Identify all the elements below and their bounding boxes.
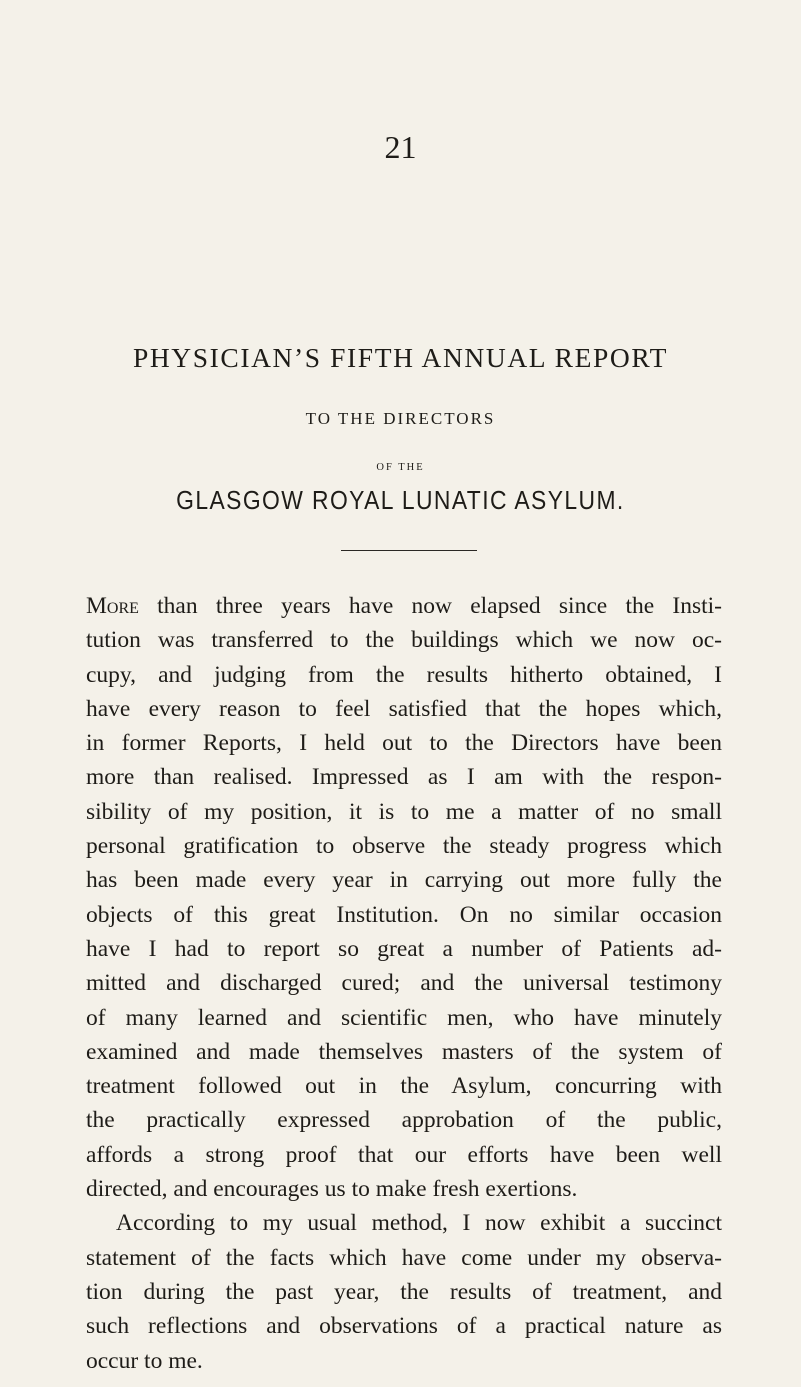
paragraph-1-line: objects of this great Institution. On no similar occasion	[86, 901, 722, 928]
paragraph-2-line: tion during the past year, the results of treatment, and	[86, 1278, 722, 1305]
paragraph-1-line: directed, and encourages us to make fresh exertions.	[86, 1176, 578, 1203]
paragraph-1-line-1	[86, 589, 722, 623]
page-number: 21	[384, 129, 417, 165]
paragraph-1-line: have every reason to feel satisfied that the hopes which,	[86, 695, 722, 722]
institution-name: GLASGOW ROYAL LUNATIC ASYLUM.	[176, 485, 625, 515]
paragraph-1-line: tution was transferred to the buildings which we now oc-	[86, 627, 722, 654]
report-title: PHYSICIAN’S FIFTH ANNUAL REPORT	[132, 342, 669, 373]
paragraph-1-line: mitted and discharged cured; and the universal testimony	[86, 970, 722, 997]
paragraph-1-line: personal gratification to observe the steady progress which	[86, 833, 722, 860]
paragraph-1-line: affords a strong proof that our efforts have been well	[86, 1141, 722, 1168]
report-body	[86, 589, 722, 1378]
subtitle-to-directors: TO THE DIRECTORS	[305, 409, 496, 428]
paragraph-1-line: has been made every year in carrying out more fully the	[86, 867, 722, 894]
paragraph-2-line: According to my usual method, I now exhibit a succinct	[116, 1210, 722, 1237]
paragraph-1-line: cupy, and judging from the results hitherto obtained, I	[86, 661, 722, 688]
subtitle-of-the: OF THE	[376, 462, 425, 473]
paragraph-1-line: in former Reports, I held out to the Directors have been	[86, 730, 722, 757]
paragraph-1-line: examined and made themselves masters of the system of	[86, 1038, 722, 1065]
paragraph-2-line: statement of the facts which have come under my observa-	[86, 1244, 722, 1271]
paragraph-1-line: sibility of my position, it is to me a matter of no small	[86, 798, 722, 825]
paragraph-2-line: occur to me.	[86, 1347, 203, 1374]
paragraph-1-line: the practically expressed approbation of the public,	[86, 1107, 722, 1134]
paragraph-2	[86, 1206, 722, 1377]
paragraph-1-line: have I had to report so great a number of Patients ad-	[86, 935, 722, 962]
section-divider	[341, 550, 477, 551]
paragraph-1-line-1-text: than three years have now elapsed since the Insti-	[138, 593, 722, 619]
paragraph-1	[86, 589, 722, 1206]
paragraph-1-line: of many learned and scientific men, who have minutely	[86, 1004, 722, 1031]
paragraph-1-line: treatment followed out in the Asylum, concurring with	[86, 1073, 722, 1100]
paragraph-1-line: more than realised. Impressed as I am with the respon-	[86, 764, 722, 791]
lead-word: More	[86, 593, 139, 619]
paragraph-2-line: such reflections and observations of a practical nature as	[86, 1313, 722, 1340]
